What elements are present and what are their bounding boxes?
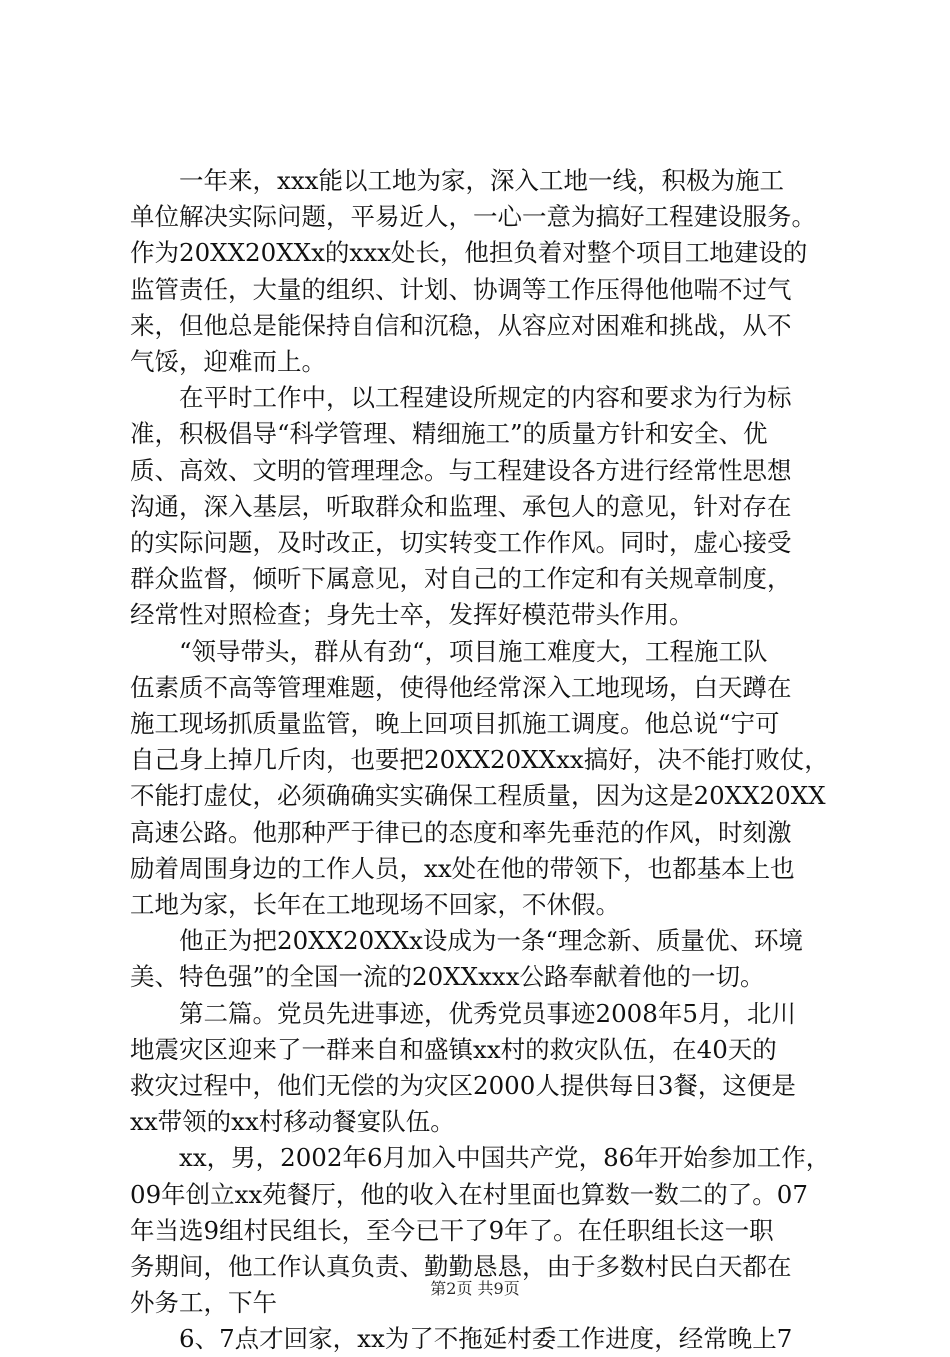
- text-line: 监管责任，大量的组织、计划、协调等工作压得他他喘不过气: [130, 274, 792, 304]
- text-line: “领导带头，群从有劲“，项目施工难度大，工程施工队: [130, 636, 768, 666]
- page-number-footer: 第2页 共9页: [430, 1279, 520, 1298]
- text-line: 救灾过程中，他们无偿的为灾区2000人提供每日3餐，这便是: [130, 1071, 796, 1100]
- text-line: 励着周围身边的工作人员，xx处在他的带领下，也都基本上也: [130, 853, 795, 883]
- text-line: xx，男，2002年6月加入中国共产党，86年开始参加工作，: [130, 1143, 831, 1173]
- text-line: 第二篇。党员先进事迹，优秀党员事迹2008年5月，北川: [130, 998, 796, 1028]
- text-line: 自己身上掉几斤肉，也要把20XX20XXxx搞好，决不能打败仗，: [130, 745, 829, 775]
- text-line: 群众监督，倾听下属意见，对自己的工作定和有关规章制度，: [130, 564, 792, 594]
- text-line: 6、7点才回家，xx为了不拖延村委工作进度，经常晚上7: [130, 1324, 793, 1354]
- text-line: 一年来，xxx能以工地为家，深入工地一线，积极为施工: [130, 166, 784, 195]
- text-line: 伍素质不高等管理难题，使得他经常深入工地现场，白天蹲在: [130, 672, 792, 702]
- text-line: 作为20XX20XXx的xxx处长，他担负着对整个项目工地建设的: [130, 238, 808, 268]
- text-line: 在平时工作中，以工程建设所规定的内容和要求为行为标: [130, 383, 792, 413]
- text-line: 不能打虚仗，必须确确实实确保工程质量，因为这是20XX20XX: [130, 781, 826, 811]
- text-line: 沟通，深入基层，听取群众和监理、承包人的意见，针对存在: [130, 491, 792, 521]
- text-line: 气馁，迎难而上。: [130, 347, 326, 376]
- text-line: 他正为把20XX20XXx设成为一条“理念新、质量优、环境: [130, 926, 803, 956]
- text-line: 美、特色强”的全国一流的20XXxxx公路奉献着他的一切。: [130, 962, 765, 992]
- text-line: 工地为家，长年在工地现场不回家，不休假。: [130, 890, 620, 919]
- text-line: 的实际问题，及时改正，切实转变工作作风。同时，虚心接受: [130, 528, 792, 557]
- text-line: 09年创立xx苑餐厅，他的收入在村里面也算数一数二的了。07: [130, 1179, 808, 1209]
- text-line: 经常性对照检查；身先士卒，发挥好模范带头作用。: [130, 600, 694, 630]
- text-line: 高速公路。他那种严于律已的态度和率先垂范的作风，时刻激: [130, 817, 792, 847]
- text-line: xx带领的xx村移动餐宴队伍。: [130, 1107, 455, 1137]
- text-line: 来，但他总是能保持自信和沉稳，从容应对困难和挑战，从不: [130, 310, 792, 340]
- text-line: 地震灾区迎来了一群来自和盛镇xx村的救灾队伍，在40天的: [130, 1034, 777, 1064]
- text-line: 单位解决实际问题，平易近人，一心一意为搞好工程建设服务。: [130, 202, 816, 232]
- text-line: 质、高效、文明的管理理念。与工程建设各方进行经常性思想: [130, 455, 792, 485]
- text-line: 施工现场抓质量监管，晚上回项目抓施工调度。他总说“宁可: [130, 709, 780, 738]
- text-line: 务期间，他工作认真负责、勤勤恳恳，由于多数村民白天都在: [130, 1252, 792, 1281]
- text-line: 准，积极倡导“科学管理、精细施工”的质量方针和安全、优: [130, 419, 768, 449]
- text-line: 年当选9组村民组长，至今已干了9年了。在任职组长这一职: [130, 1215, 774, 1245]
- text-line: 外务工，下午: [130, 1288, 277, 1318]
